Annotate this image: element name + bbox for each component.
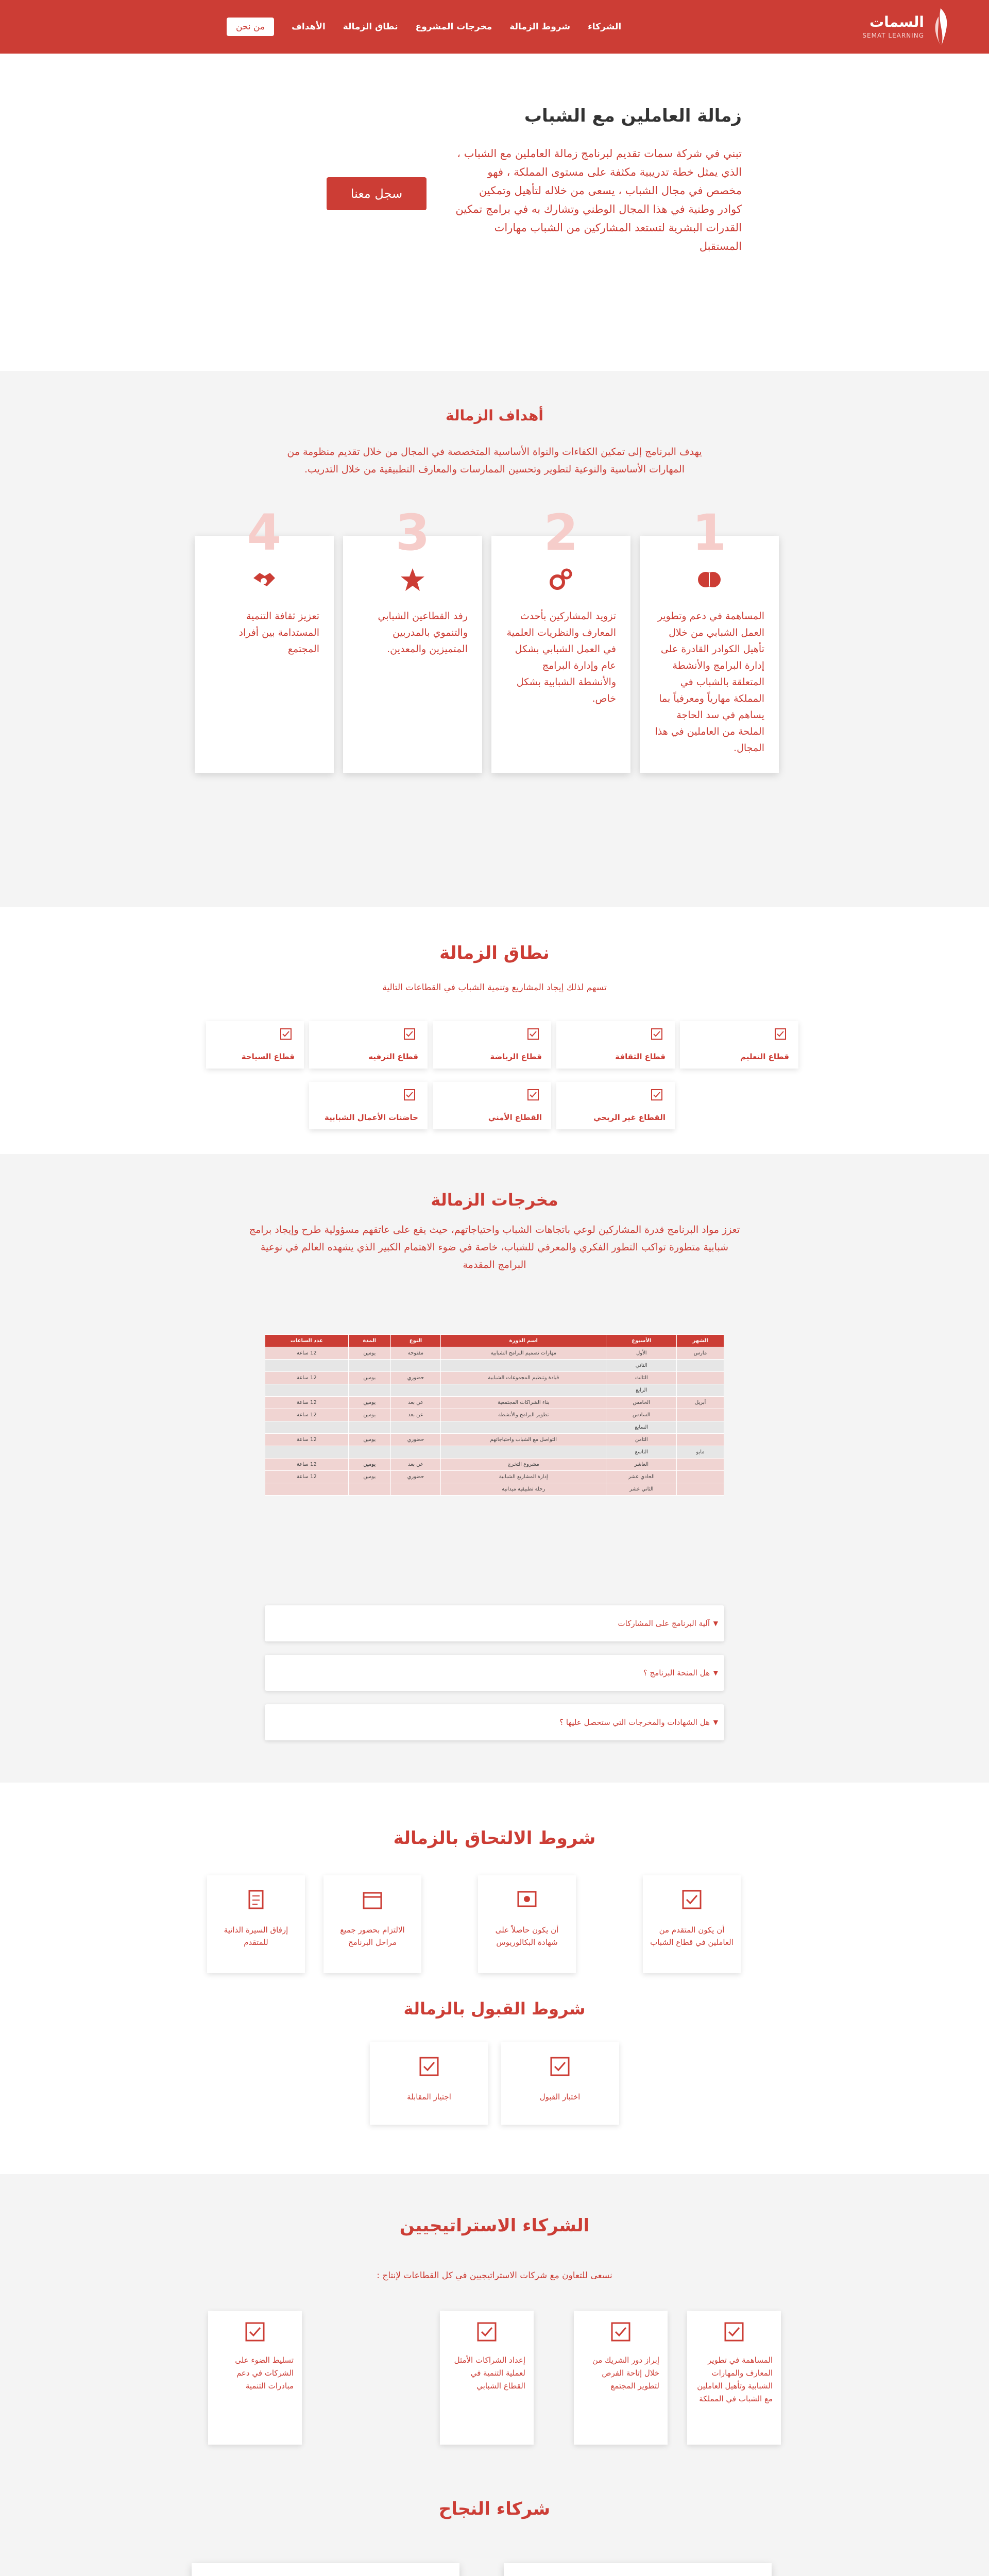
register-button[interactable]: سجل معنا: [327, 177, 427, 210]
logo[interactable]: [849, 5, 952, 48]
goal-card: [640, 504, 779, 773]
table-cell: يومين: [348, 1471, 390, 1483]
table-header: النوع: [390, 1335, 440, 1347]
table-cell: [390, 1446, 440, 1459]
table-cell: [677, 1471, 724, 1483]
outputs-title: مخرجات الزمالة: [431, 1190, 558, 1210]
table-cell: حضوري: [390, 1434, 440, 1446]
table-body: [265, 1347, 724, 1496]
hero-description: تبني في شركة سمات تقديم لبرنامج زمالة العاملين مع الشباب ، الذي يمثل خطة تدريبية مكثفة على مستوى المملكة ، فهو مخصص في مجال الشباب ، يسعى من خلاله لتأهيل وتمكين كوادر وطنية في هذا المجال الوطني وتشارك به في برامج تمكين القدرات البشرية لتستعد المشاركين من الشباب مهارات المستقبل: [455, 147, 742, 252]
table-cell: حضوري: [390, 1372, 440, 1384]
table-cell: [390, 1421, 440, 1434]
certificate-icon: [517, 1890, 537, 1909]
check-icon: [404, 1089, 415, 1100]
partner-card: [504, 2563, 772, 2576]
check-icon: [245, 2322, 265, 2342]
hero-title: زمالة العاملين مع الشباب: [524, 106, 742, 126]
table-cell: يومين: [348, 1409, 390, 1421]
site-header: [0, 0, 989, 54]
strategic-card: [687, 2311, 781, 2445]
table-cell: يومين: [348, 1397, 390, 1409]
goal-text: المساهمة في دعم وتطوير العمل الشبابي من خلال تأهيل الكوادر القادرة على إدارة البرامج والأنشطة المتعلقة بالشباب في المملكة مهارياً ومعرفياً بما يساهم في سد الحاجة الملحة من العاملين في هذا المجال.: [655, 611, 764, 754]
table-cell: قيادة وتنظيم المجموعات الشبابية: [441, 1372, 606, 1384]
table-cell: [265, 1446, 349, 1459]
condition-card: [207, 1875, 305, 1973]
strategic-card: [208, 2311, 302, 2445]
scope-title: نطاق الزمالة: [439, 943, 550, 963]
scope-card: [556, 1082, 675, 1129]
table-cell: [677, 1409, 724, 1421]
table-cell: إدارة المشاريع الشبابية: [441, 1471, 606, 1483]
table-row: [265, 1397, 724, 1409]
accordion-label: آلية البرنامج على المشاركات: [618, 1619, 710, 1628]
table-cell: يومين: [348, 1372, 390, 1384]
table-cell: الثاني عشر: [606, 1483, 677, 1496]
strategic-title: الشركاء الاستراتيجيين: [399, 2215, 590, 2236]
table-cell: مهارات تصميم البرامج الشبابية: [441, 1347, 606, 1360]
acceptance-title: شروط القبول بالزمالة: [403, 1999, 586, 2019]
partner-card: [192, 2563, 459, 2576]
table-row: [265, 1483, 724, 1496]
table-cell: [348, 1360, 390, 1372]
scope-label: حاضنات الأعمال الشبابية: [324, 1113, 418, 1122]
accordion-label: هل المنحة البرنامج ؟: [643, 1668, 710, 1677]
table-cell: يومين: [348, 1347, 390, 1360]
caret-down-icon: ▼: [713, 1620, 718, 1627]
table-cell: السادس: [606, 1409, 677, 1421]
handshake-icon: [251, 567, 277, 592]
main-nav: [227, 0, 621, 54]
table-cell: يومين: [348, 1459, 390, 1471]
check-icon: [280, 1028, 292, 1040]
table-cell: الثاني: [606, 1360, 677, 1372]
check-icon: [611, 2322, 630, 2342]
condition-card: [478, 1875, 576, 1973]
table-cell: التواصل مع الشباب واحتياجاتهم: [441, 1434, 606, 1446]
table-cell: عن بعد: [390, 1409, 440, 1421]
table-cell: [390, 1360, 440, 1372]
document-icon: [246, 1890, 266, 1909]
check-icon: [527, 1028, 539, 1040]
nav-conditions[interactable]: شروط الزمالة: [509, 22, 571, 32]
table-header: الأسبوع: [606, 1335, 677, 1347]
goal-number: 3: [395, 504, 430, 562]
table-cell: الثالث: [606, 1372, 677, 1384]
table-cell: 12 ساعة: [265, 1397, 349, 1409]
table-cell: 12 ساعة: [265, 1372, 349, 1384]
scope-card: [433, 1021, 551, 1069]
table-cell: مايو: [677, 1446, 724, 1459]
table-row: [265, 1421, 724, 1434]
check-icon: [550, 2057, 570, 2076]
table-row: [265, 1384, 724, 1397]
check-icon: [404, 1028, 415, 1040]
strategic-lead: نسعى للتعاون مع شركات الاستراتيجيين في كل القطاعات لإنتاج :: [377, 2270, 612, 2281]
acceptance-text: اجتياز المقابلة: [407, 2092, 451, 2102]
caret-down-icon: ▼: [713, 1719, 718, 1726]
table-cell: [677, 1372, 724, 1384]
condition-card: [323, 1875, 421, 1973]
schedule-table: [265, 1334, 724, 1496]
table-header: الشهر: [677, 1335, 724, 1347]
table-cell: 12 ساعة: [265, 1409, 349, 1421]
nav-partners[interactable]: الشركاء: [588, 22, 622, 32]
scope-label: قطاع الرياضة: [490, 1052, 542, 1061]
table-row: [265, 1446, 724, 1459]
table-cell: [441, 1446, 606, 1459]
table-cell: [677, 1483, 724, 1496]
table-cell: 12 ساعة: [265, 1347, 349, 1360]
goal-text: رفد القطاعين الشبابي والتنموي بالمدربين المتميزين والمعدين.: [378, 611, 468, 655]
scope-label: قطاع الترفيه: [368, 1052, 418, 1061]
table-cell: 12 ساعة: [265, 1434, 349, 1446]
scope-label: قطاع التعليم: [740, 1052, 789, 1061]
table-cell: [348, 1446, 390, 1459]
table-cell: حضوري: [390, 1471, 440, 1483]
brain-icon: [696, 567, 722, 592]
logo-sub: SEMAT LEARNING: [862, 32, 924, 39]
goal-card: [343, 504, 482, 773]
table-cell: [265, 1483, 349, 1496]
table-row: [265, 1360, 724, 1372]
scope-card: [680, 1021, 798, 1069]
condition-card: [643, 1875, 741, 1973]
accordion-item[interactable]: [265, 1704, 724, 1740]
table-cell: الرابع: [606, 1384, 677, 1397]
strategic-text: إبراز دور الشريك من خلال إتاحة الفرص لتطوير المجتمع: [592, 2355, 659, 2391]
strategic-text: إعداد الشراكات الأمثل لعملية التنمية في القطاع الشبابي: [454, 2355, 525, 2391]
table-row: [265, 1459, 724, 1471]
table-cell: التاسع: [606, 1446, 677, 1459]
acceptance-card: [501, 2042, 619, 2125]
table-cell: الأول: [606, 1347, 677, 1360]
table-cell: [348, 1384, 390, 1397]
condition-text: الالتزام بحضور جميع مراحل البرنامج: [340, 1925, 405, 1947]
table-cell: 12 ساعة: [265, 1471, 349, 1483]
condition-text: أن يكون المتقدم من العاملين في قطاع الشباب: [650, 1925, 734, 1947]
table-cell: [441, 1384, 606, 1397]
table-cell: [677, 1434, 724, 1446]
table-header: عدد الساعات: [265, 1335, 349, 1347]
check-icon: [775, 1028, 786, 1040]
table-cell: الخامس: [606, 1397, 677, 1409]
table-cell: [677, 1360, 724, 1372]
acceptance-card: [370, 2042, 488, 2125]
table-cell: مفتوحة: [390, 1347, 440, 1360]
nav-outputs[interactable]: مخرجات المشروع: [415, 22, 492, 32]
table-row: [265, 1471, 724, 1483]
goal-number: 4: [247, 504, 282, 562]
accordion-label: هل الشهادات والمخرجات التي ستحصل عليها ؟: [559, 1718, 710, 1727]
goals-lead: يهدف البرنامج إلى تمكين الكفاءات والنواة الأساسية المتخصصة في المجال من خلال تقديم منظومة من المهارات الأساسية والنوعية لتطوير وتحسين الممارسات والمعارف التطبيقية من خلال التدريب.: [287, 446, 702, 475]
conditions-title: شروط الالتحاق بالزمالة: [393, 1828, 596, 1849]
goal-text: تزويد المشاركين بأحدث المعارف والنظريات العلمية في العمل الشبابي بشكل عام وإدارة البرامج والأنشطة الشبابية بشكل خاص.: [506, 611, 616, 704]
check-icon: [724, 2322, 744, 2342]
table-cell: مارس: [677, 1347, 724, 1360]
scope-card: [206, 1021, 304, 1069]
nav-goals[interactable]: الأهداف: [292, 22, 326, 32]
scope-label: القطاع الأمني: [488, 1113, 542, 1122]
table-cell: [265, 1421, 349, 1434]
nav-about[interactable]: من نحن: [227, 18, 274, 36]
table-cell: الثامن: [606, 1434, 677, 1446]
table-cell: عن بعد: [390, 1459, 440, 1471]
goal-text: تعزيز ثقافة التنمية المستدامة بين أفراد المجتمع: [238, 611, 319, 655]
table-cell: العاشر: [606, 1459, 677, 1471]
table-cell: [265, 1384, 349, 1397]
table-cell: [390, 1384, 440, 1397]
nav-scope[interactable]: نطاق الزمالة: [343, 22, 398, 32]
calendar-icon: [363, 1890, 382, 1909]
table-cell: رحلة تطبيقية ميدانية: [441, 1483, 606, 1496]
table-cell: مشروع التخرج: [441, 1459, 606, 1471]
table-row: [265, 1372, 724, 1384]
table-row: [265, 1409, 724, 1421]
caret-down-icon: ▼: [713, 1669, 718, 1676]
scope-lead: تسهم لذلك إيجاد المشاريع وتنمية الشباب في القطاعات التالية: [382, 982, 607, 993]
table-cell: [677, 1384, 724, 1397]
table-cell: [677, 1421, 724, 1434]
table-cell: 12 ساعة: [265, 1459, 349, 1471]
check-icon: [527, 1089, 539, 1100]
table-cell: بناء الشراكات المجتمعية: [441, 1397, 606, 1409]
table-cell: [441, 1421, 606, 1434]
logo-name: السمات: [869, 13, 924, 30]
outputs-lead: تعزز مواد البرنامج قدرة المشاركين لوعي باتجاهات الشباب واحتياجاتهم، حيث يقع على عاتقهم مسؤولية طرح وإيجاد برامج شبابية متطورة تواكب التطور الفكري والمعرفي للشباب، خاصة في ضوء الاهتمام الكبير الذي يشهده العالم في نوعية البرامج المقدمة: [249, 1224, 740, 1270]
accordion-item[interactable]: [265, 1605, 724, 1641]
goals-title: أهداف الزمالة: [446, 407, 543, 424]
table-cell: عن بعد: [390, 1397, 440, 1409]
check-icon: [682, 1890, 702, 1909]
acceptance-text: اختبار القبول: [539, 2092, 581, 2102]
strategic-text: تسليط الضوء على الشركات في دعم مبادرات التنمية: [235, 2355, 294, 2391]
table-cell: السابع: [606, 1421, 677, 1434]
star-icon: [400, 567, 425, 592]
check-icon: [419, 2057, 439, 2076]
gears-icon: [548, 567, 574, 592]
check-icon: [651, 1089, 662, 1100]
goal-card: [195, 504, 334, 773]
table-cell: [348, 1483, 390, 1496]
check-icon: [651, 1028, 662, 1040]
table-cell: [677, 1459, 724, 1471]
table-row: [265, 1347, 724, 1360]
scope-label: قطاع السياحة: [241, 1052, 295, 1061]
flame-icon: [929, 7, 952, 46]
strategic-text: المساهمة في تطوير المعارف والمهارات الشبابية وتأهيل العاملين مع الشباب في المملكة: [697, 2355, 773, 2403]
condition-text: أن يكون حاصلاً على شهادة البكالوريوس: [495, 1925, 559, 1947]
check-icon: [477, 2322, 497, 2342]
scope-label: القطاع غير الربحي: [593, 1113, 666, 1122]
scope-card: [309, 1021, 428, 1069]
scope-card: [556, 1021, 675, 1069]
table-cell: [441, 1360, 606, 1372]
goal-number: 1: [692, 504, 727, 562]
table-header: المدة: [348, 1335, 390, 1347]
table-row: [265, 1434, 724, 1446]
goal-card: [491, 504, 630, 773]
condition-text: إرفاق السيرة الذاتية للمتقدم: [224, 1925, 288, 1947]
table-cell: [348, 1421, 390, 1434]
scope-card: [309, 1082, 428, 1129]
strategic-card: [574, 2311, 668, 2445]
goal-number: 2: [543, 504, 578, 562]
table-header: اسم الدورة: [441, 1335, 606, 1347]
partners-title: شركاء النجاح: [438, 2499, 551, 2519]
table-cell: تطوير البرامج والأنشطة: [441, 1409, 606, 1421]
scope-card: [433, 1082, 551, 1129]
table-cell: الحادي عشر: [606, 1471, 677, 1483]
strategic-card: [440, 2311, 534, 2445]
table-cell: أبريل: [677, 1397, 724, 1409]
scope-label: قطاع الثقافة: [615, 1052, 666, 1061]
table-cell: [265, 1360, 349, 1372]
accordion-item[interactable]: [265, 1655, 724, 1691]
table-cell: يومين: [348, 1434, 390, 1446]
table-cell: [390, 1483, 440, 1496]
